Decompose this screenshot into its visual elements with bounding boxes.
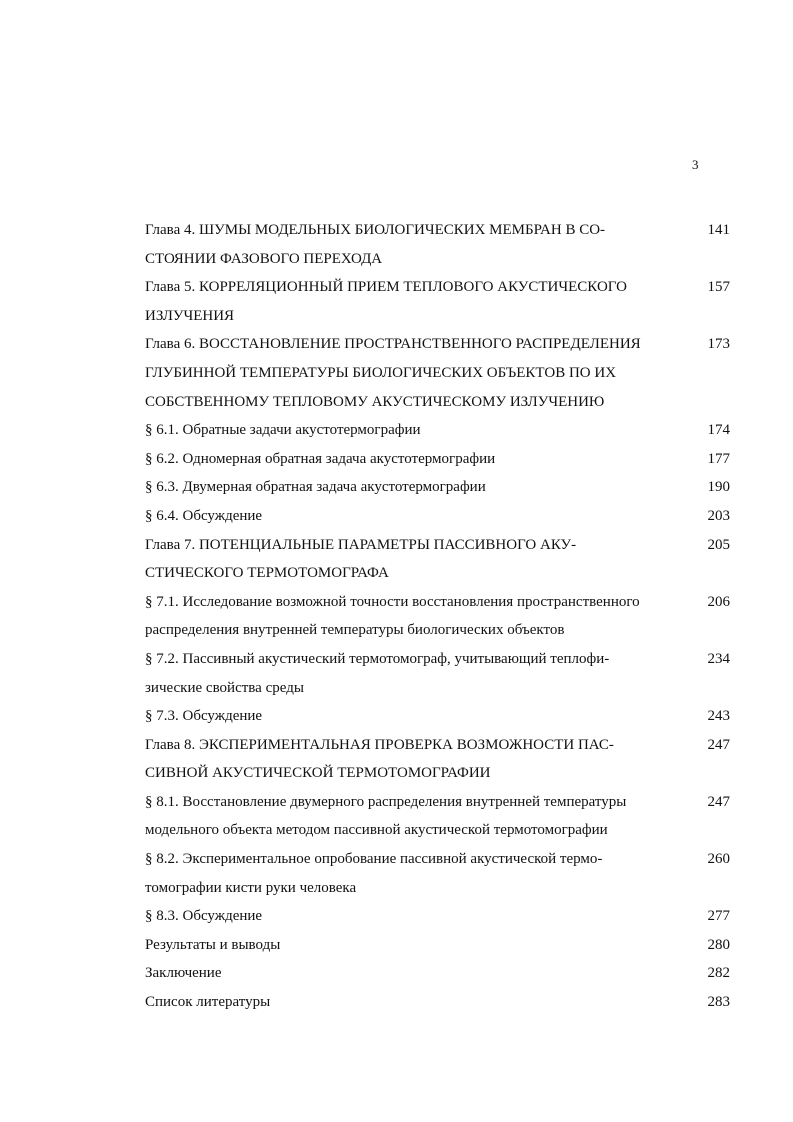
toc-entry-section-8-2[interactable] bbox=[145, 845, 730, 902]
toc-entry-title: Заключение bbox=[145, 965, 222, 982]
toc-entry-page: 247 bbox=[707, 793, 730, 810]
toc-entry-section-6-2[interactable] bbox=[145, 445, 730, 474]
toc-entry-results[interactable] bbox=[145, 931, 730, 960]
toc-entry-title: § 7.3. Обсуждение bbox=[145, 708, 263, 725]
toc-entry-title: Глава 6. ВОССТАНОВЛЕНИЕ ПРОСТРАНСТВЕННОГО РАСПРЕДЕЛЕНИЯ ГЛУБИННОЙ ТЕМПЕРАТУРЫ БИОЛОГИЧЕСКИХ ОБЪЕКТОВ ПО ИХ СОБСТВЕННОМУ ТЕПЛОВОМУ АКУСТИЧЕСКОМУ ИЗЛУЧЕНИЮ bbox=[145, 336, 641, 410]
toc-entry-title: Глава 4. ШУМЫ МОДЕЛЬНЫХ БИОЛОГИЧЕСКИХ МЕМБРАН В СО- СТОЯНИИ ФАЗОВОГО ПЕРЕХОДА bbox=[145, 222, 606, 267]
toc-entry-page: 177 bbox=[707, 450, 730, 467]
toc-entry-chapter-8[interactable] bbox=[145, 731, 730, 788]
table-of-contents bbox=[145, 216, 730, 1017]
toc-entry-page: 243 bbox=[707, 708, 730, 725]
toc-entry-conclusion[interactable] bbox=[145, 959, 730, 988]
toc-entry-page: 206 bbox=[707, 593, 730, 610]
toc-entry-section-6-3[interactable] bbox=[145, 473, 730, 502]
toc-entry-section-7-1[interactable] bbox=[145, 588, 730, 645]
toc-entry-chapter-6[interactable] bbox=[145, 330, 730, 416]
toc-entry-page: 203 bbox=[707, 507, 730, 524]
toc-entry-page: 141 bbox=[707, 222, 730, 238]
toc-entry-title: Глава 7. ПОТЕНЦИАЛЬНЫЕ ПАРАМЕТРЫ ПАССИВНОГО АКУ- СТИЧЕСКОГО ТЕРМОТОМОГРАФА bbox=[145, 536, 577, 582]
toc-entry-title: § 7.2. Пассивный акустический термотомограф, учитывающий теплофи- зические свойства среды bbox=[145, 650, 610, 696]
toc-entry-title: § 6.4. Обсуждение bbox=[145, 507, 263, 524]
toc-entry-section-8-3[interactable] bbox=[145, 902, 730, 931]
toc-entry-section-6-4[interactable] bbox=[145, 502, 730, 531]
toc-entry-page: 283 bbox=[707, 994, 730, 1011]
toc-entry-title: § 6.1. Обратные задачи акустотермографии bbox=[145, 422, 421, 439]
toc-entry-references[interactable] bbox=[145, 988, 730, 1017]
toc-entry-title: § 7.1. Исследование возможной точности восстановления пространственного распределения внутренней температуры биологических объектов bbox=[145, 593, 640, 639]
toc-entry-title: § 6.3. Двумерная обратная задача акустотермографии bbox=[145, 479, 486, 496]
toc-entry-title: § 8.2. Экспериментальное опробование пассивной акустической термо- томографии кисти руки человека bbox=[145, 851, 603, 896]
toc-entry-page: 174 bbox=[707, 422, 730, 439]
toc-entry-page: 173 bbox=[707, 336, 730, 353]
toc-entry-page: 277 bbox=[707, 908, 730, 925]
toc-entry-title: Результаты и выводы bbox=[145, 936, 281, 953]
toc-entry-page: 190 bbox=[707, 479, 730, 496]
toc-entry-page: 280 bbox=[707, 936, 730, 953]
toc-entry-page: 234 bbox=[707, 650, 730, 667]
toc-entry-page: 247 bbox=[707, 736, 730, 753]
toc-entry-section-6-1[interactable] bbox=[145, 416, 730, 445]
toc-entry-chapter-7[interactable] bbox=[145, 531, 730, 588]
toc-entry-title: Глава 5. КОРРЕЛЯЦИОННЫЙ ПРИЕМ ТЕПЛОВОГО АКУСТИЧЕСКОГО ИЗЛУЧЕНИЯ bbox=[145, 279, 627, 324]
toc-entry-section-7-3[interactable] bbox=[145, 702, 730, 731]
toc-entry-title: Список литературы bbox=[145, 994, 271, 1011]
toc-entry-chapter-4[interactable] bbox=[145, 216, 730, 273]
toc-entry-title: § 6.2. Одномерная обратная задача акустотермографии bbox=[145, 450, 496, 467]
toc-entry-title: Глава 8. ЭКСПЕРИМЕНТАЛЬНАЯ ПРОВЕРКА ВОЗМОЖНОСТИ ПАС- СИВНОЙ АКУСТИЧЕСКОЙ ТЕРМОТОМОГРАФИИ bbox=[145, 736, 614, 782]
toc-entry-page: 205 bbox=[707, 536, 730, 553]
toc-entry-page: 260 bbox=[707, 851, 730, 868]
toc-entry-title: § 8.3. Обсуждение bbox=[145, 908, 263, 925]
toc-entry-section-7-2[interactable] bbox=[145, 645, 730, 702]
toc-entry-title: § 8.1. Восстановление двумерного распределения внутренней температуры модельного объекта методом пассивной акустической термотомографии bbox=[145, 793, 627, 839]
toc-entry-section-8-1[interactable] bbox=[145, 788, 730, 845]
page-number: 3 bbox=[692, 157, 699, 172]
toc-entry-page: 282 bbox=[707, 965, 730, 982]
toc-entry-chapter-5[interactable] bbox=[145, 273, 730, 330]
toc-entry-page: 157 bbox=[707, 279, 730, 296]
